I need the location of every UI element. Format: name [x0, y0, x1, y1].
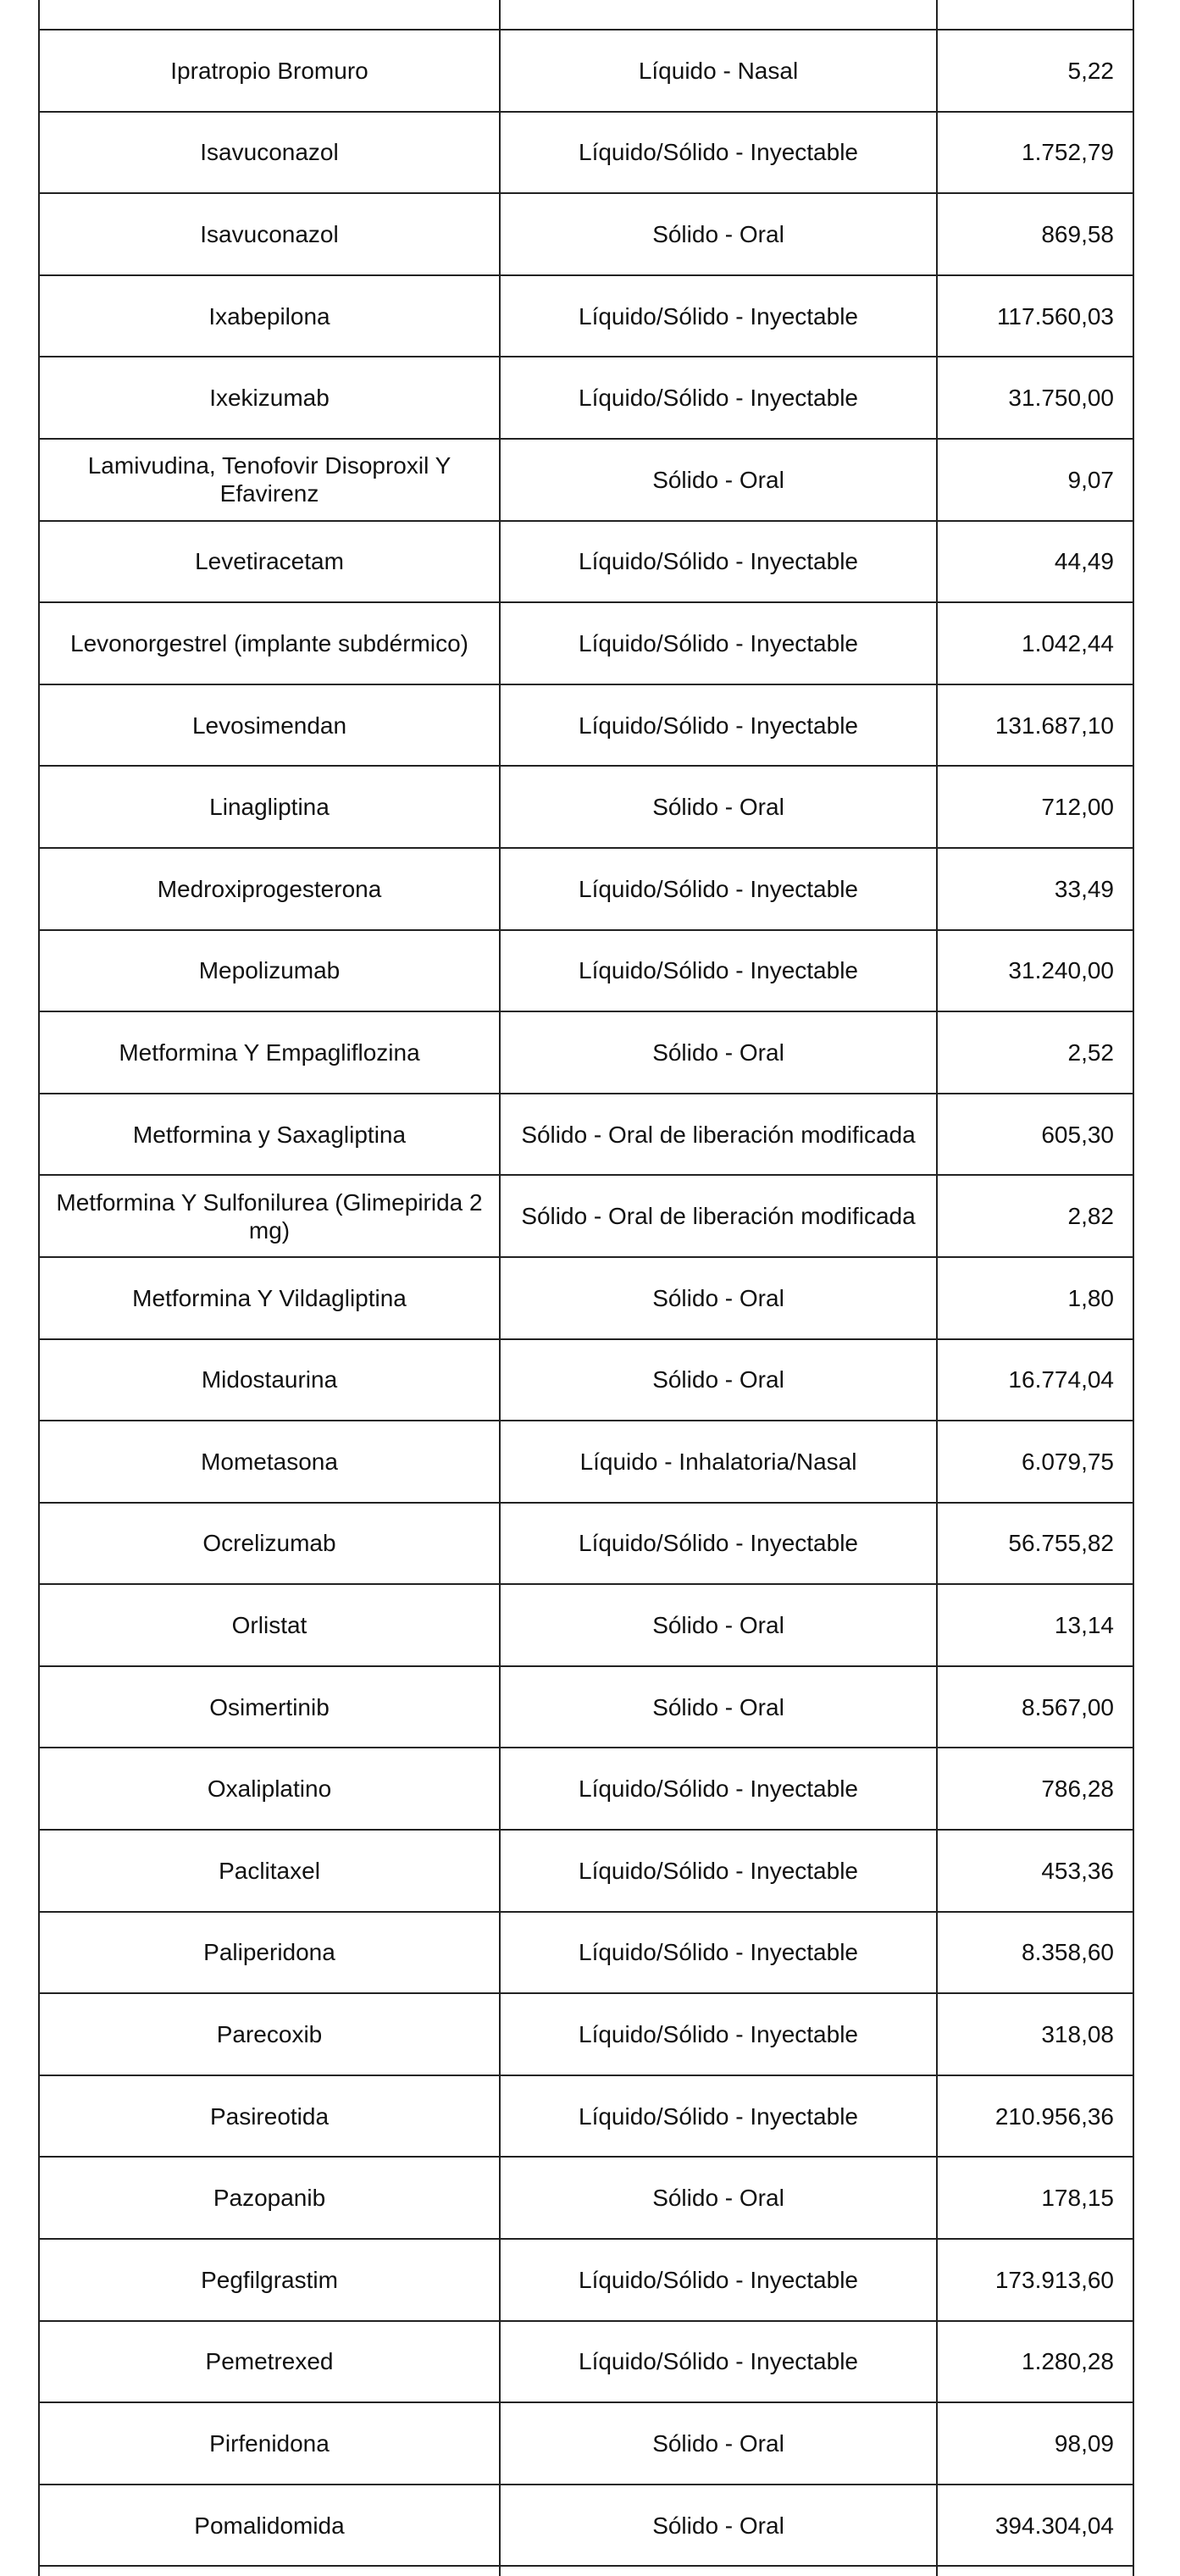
price-cell: 786,28: [937, 1748, 1133, 1830]
table-row: [0, 193, 1180, 275]
price-cell: 1.280,28: [937, 2321, 1133, 2403]
price-cell: 5,22: [937, 30, 1133, 112]
table-row: [0, 1830, 1180, 1912]
price-cell: 56.755,82: [937, 1503, 1133, 1585]
price-cell: 318,08: [937, 1993, 1133, 2075]
medication-name-cell: Osimertinib: [39, 1666, 500, 1748]
row-edge-cell: [1133, 1339, 1180, 1421]
medication-name-cell: Levosimendan: [39, 684, 500, 767]
row-margin-cell: [0, 357, 39, 439]
row-margin-cell: [0, 275, 39, 357]
row-edge-cell: [1133, 2402, 1180, 2485]
dosage-form-cell: Líquido/Sólido - Inyectable: [500, 1830, 937, 1912]
medication-name-cell: Mepolizumab: [39, 930, 500, 1012]
row-margin-cell: [0, 1011, 39, 1094]
table-row: [0, 521, 1180, 603]
table-row: [0, 1094, 1180, 1176]
price-cell: 8.567,00: [937, 1666, 1133, 1748]
price-cell: 605,30: [937, 1094, 1133, 1176]
dosage-form-cell: Líquido/Sólido - Inyectable: [500, 2075, 937, 2158]
row-margin-cell: [0, 602, 39, 684]
dosage-form-cell: Sólido - Oral: [500, 766, 937, 848]
dosage-form-cell: Líquido/Sólido - Inyectable: [500, 275, 937, 357]
dosage-form-cell: Líquido/Sólido - Inyectable: [500, 930, 937, 1012]
medication-name-cell: Paliperidona: [39, 1912, 500, 1994]
row-margin-cell: [0, 1094, 39, 1176]
row-edge-cell: [1133, 684, 1180, 767]
medication-price-table: [0, 29, 1180, 2567]
table-row: [0, 2075, 1180, 2158]
table-row: [0, 1503, 1180, 1585]
table-row: [0, 30, 1180, 112]
row-margin-cell: [0, 1748, 39, 1830]
dosage-form-cell: Sólido - Oral: [500, 2157, 937, 2239]
price-cell: 31.750,00: [937, 357, 1133, 439]
row-margin-cell: [0, 2402, 39, 2485]
dosage-form-cell: Líquido - Inhalatoria/Nasal: [500, 1421, 937, 1503]
row-margin-cell: [0, 1584, 39, 1666]
medication-name-cell: Medroxiprogesterona: [39, 848, 500, 930]
row-edge-cell: [1133, 1584, 1180, 1666]
row-edge-cell: [1133, 766, 1180, 848]
price-cell: 712,00: [937, 766, 1133, 848]
top-border-price: [1133, 0, 1134, 29]
row-margin-cell: [0, 1666, 39, 1748]
dosage-form-cell: Líquido/Sólido - Inyectable: [500, 1503, 937, 1585]
price-cell: 44,49: [937, 521, 1133, 603]
row-margin-cell: [0, 2485, 39, 2567]
row-edge-cell: [1133, 2321, 1180, 2403]
medication-name-cell: Ipratropio Bromuro: [39, 30, 500, 112]
medication-name-cell: Metformina y Saxagliptina: [39, 1094, 500, 1176]
table-row: [0, 439, 1180, 521]
table-row: [0, 930, 1180, 1012]
row-edge-cell: [1133, 2075, 1180, 2158]
dosage-form-cell: Sólido - Oral: [500, 1257, 937, 1339]
price-cell: 8.358,60: [937, 1912, 1133, 1994]
dosage-form-cell: Sólido - Oral: [500, 2485, 937, 2567]
bottom-border-name: [499, 2546, 501, 2576]
row-margin-cell: [0, 1339, 39, 1421]
row-margin-cell: [0, 1912, 39, 1994]
medication-name-cell: Orlistat: [39, 1584, 500, 1666]
table-row: [0, 1912, 1180, 1994]
table-row: [0, 1993, 1180, 2075]
price-cell: 33,49: [937, 848, 1133, 930]
dosage-form-cell: Líquido/Sólido - Inyectable: [500, 1748, 937, 1830]
medication-name-cell: Ocrelizumab: [39, 1503, 500, 1585]
table-row: [0, 1339, 1180, 1421]
dosage-form-cell: Sólido - Oral: [500, 1011, 937, 1094]
table-row: [0, 2239, 1180, 2321]
row-edge-cell: [1133, 1421, 1180, 1503]
price-cell: 210.956,36: [937, 2075, 1133, 2158]
row-edge-cell: [1133, 1912, 1180, 1994]
table-row: [0, 1748, 1180, 1830]
medication-name-cell: Isavuconazol: [39, 112, 500, 194]
medication-name-cell: Ixabepilona: [39, 275, 500, 357]
table-row: [0, 1666, 1180, 1748]
dosage-form-cell: Sólido - Oral: [500, 1339, 937, 1421]
row-margin-cell: [0, 930, 39, 1012]
price-cell: 98,09: [937, 2402, 1133, 2485]
row-edge-cell: [1133, 848, 1180, 930]
table-row: [0, 2321, 1180, 2403]
row-margin-cell: [0, 112, 39, 194]
medication-name-cell: Isavuconazol: [39, 193, 500, 275]
row-margin-cell: [0, 1421, 39, 1503]
table-row: [0, 112, 1180, 194]
row-edge-cell: [1133, 602, 1180, 684]
dosage-form-cell: Líquido/Sólido - Inyectable: [500, 602, 937, 684]
row-margin-cell: [0, 848, 39, 930]
price-cell: 2,82: [937, 1175, 1133, 1257]
row-edge-cell: [1133, 1830, 1180, 1912]
row-margin-cell: [0, 766, 39, 848]
medication-name-cell: Levetiracetam: [39, 521, 500, 603]
dosage-form-cell: Sólido - Oral: [500, 193, 937, 275]
table-row: [0, 766, 1180, 848]
medication-name-cell: Levonorgestrel (implante subdérmico): [39, 602, 500, 684]
dosage-form-cell: Sólido - Oral: [500, 1584, 937, 1666]
top-border-form: [936, 0, 938, 29]
price-cell: 1,80: [937, 1257, 1133, 1339]
medication-name-cell: Parecoxib: [39, 1993, 500, 2075]
row-margin-cell: [0, 439, 39, 521]
dosage-form-cell: Líquido/Sólido - Inyectable: [500, 1912, 937, 1994]
medication-name-cell: Midostaurina: [39, 1339, 500, 1421]
medication-name-cell: Metformina Y Empagliflozina: [39, 1011, 500, 1094]
row-edge-cell: [1133, 521, 1180, 603]
row-edge-cell: [1133, 112, 1180, 194]
table-row: [0, 684, 1180, 767]
medication-name-cell: Metformina Y Vildagliptina: [39, 1257, 500, 1339]
table-row: [0, 1584, 1180, 1666]
table-row: [0, 2485, 1180, 2567]
row-margin-cell: [0, 1257, 39, 1339]
price-cell: 16.774,04: [937, 1339, 1133, 1421]
row-margin-cell: [0, 30, 39, 112]
price-cell: 6.079,75: [937, 1421, 1133, 1503]
row-margin-cell: [0, 193, 39, 275]
price-cell: 1.042,44: [937, 602, 1133, 684]
medication-name-cell: Pemetrexed: [39, 2321, 500, 2403]
dosage-form-cell: Sólido - Oral: [500, 2402, 937, 2485]
price-cell: 131.687,10: [937, 684, 1133, 767]
dosage-form-cell: Líquido/Sólido - Inyectable: [500, 357, 937, 439]
row-margin-cell: [0, 1175, 39, 1257]
price-cell: 9,07: [937, 439, 1133, 521]
row-edge-cell: [1133, 930, 1180, 1012]
row-margin-cell: [0, 521, 39, 603]
medication-name-cell: Pazopanib: [39, 2157, 500, 2239]
top-border-left: [38, 0, 40, 29]
row-edge-cell: [1133, 1666, 1180, 1748]
table-row: [0, 1175, 1180, 1257]
price-cell: 869,58: [937, 193, 1133, 275]
dosage-form-cell: Líquido/Sólido - Inyectable: [500, 684, 937, 767]
row-edge-cell: [1133, 2239, 1180, 2321]
price-cell: 394.304,04: [937, 2485, 1133, 2567]
row-edge-cell: [1133, 2485, 1180, 2567]
bottom-border-form: [936, 2546, 938, 2576]
dosage-form-cell: Líquido/Sólido - Inyectable: [500, 112, 937, 194]
top-border-name: [499, 0, 501, 29]
dosage-form-cell: Sólido - Oral: [500, 439, 937, 521]
row-edge-cell: [1133, 1257, 1180, 1339]
dosage-form-cell: Líquido/Sólido - Inyectable: [500, 521, 937, 603]
price-cell: 1.752,79: [937, 112, 1133, 194]
bottom-border-price: [1133, 2546, 1134, 2576]
dosage-form-cell: Líquido/Sólido - Inyectable: [500, 848, 937, 930]
price-cell: 117.560,03: [937, 275, 1133, 357]
medication-name-cell: Ixekizumab: [39, 357, 500, 439]
dosage-form-cell: Líquido/Sólido - Inyectable: [500, 2321, 937, 2403]
row-edge-cell: [1133, 2157, 1180, 2239]
row-edge-cell: [1133, 1993, 1180, 2075]
row-margin-cell: [0, 684, 39, 767]
row-margin-cell: [0, 2075, 39, 2158]
row-margin-cell: [0, 2157, 39, 2239]
row-edge-cell: [1133, 439, 1180, 521]
medication-name-cell: Paclitaxel: [39, 1830, 500, 1912]
price-cell: 13,14: [937, 1584, 1133, 1666]
medication-name-cell: Linagliptina: [39, 766, 500, 848]
dosage-form-cell: Líquido/Sólido - Inyectable: [500, 2239, 937, 2321]
row-edge-cell: [1133, 1011, 1180, 1094]
price-cell: 2,52: [937, 1011, 1133, 1094]
price-cell: 31.240,00: [937, 930, 1133, 1012]
table-row: [0, 1421, 1180, 1503]
row-margin-cell: [0, 1830, 39, 1912]
medication-name-cell: Mometasona: [39, 1421, 500, 1503]
row-margin-cell: [0, 2239, 39, 2321]
price-cell: 178,15: [937, 2157, 1133, 2239]
table-row: [0, 1011, 1180, 1094]
row-edge-cell: [1133, 1503, 1180, 1585]
row-edge-cell: [1133, 30, 1180, 112]
table-row: [0, 602, 1180, 684]
dosage-form-cell: Sólido - Oral: [500, 1666, 937, 1748]
dosage-form-cell: Líquido - Nasal: [500, 30, 937, 112]
table-row: [0, 357, 1180, 439]
medication-name-cell: Pirfenidona: [39, 2402, 500, 2485]
table-row: [0, 2157, 1180, 2239]
row-edge-cell: [1133, 193, 1180, 275]
medication-name-cell: Pegfilgrastim: [39, 2239, 500, 2321]
row-edge-cell: [1133, 357, 1180, 439]
table-row: [0, 1257, 1180, 1339]
dosage-form-cell: Sólido - Oral de liberación modificada: [500, 1175, 937, 1257]
medication-name-cell: Pomalidomida: [39, 2485, 500, 2567]
medication-name-cell: Metformina Y Sulfonilurea (Glimepirida 2 mg): [39, 1175, 500, 1257]
row-edge-cell: [1133, 275, 1180, 357]
row-edge-cell: [1133, 1748, 1180, 1830]
dosage-form-cell: Líquido/Sólido - Inyectable: [500, 1993, 937, 2075]
price-cell: 173.913,60: [937, 2239, 1133, 2321]
row-edge-cell: [1133, 1094, 1180, 1176]
row-edge-cell: [1133, 1175, 1180, 1257]
medication-name-cell: Lamivudina, Tenofovir Disoproxil Y Efavirenz: [39, 439, 500, 521]
bottom-border-left: [38, 2546, 40, 2576]
dosage-form-cell: Sólido - Oral de liberación modificada: [500, 1094, 937, 1176]
table-row: [0, 848, 1180, 930]
row-margin-cell: [0, 2321, 39, 2403]
table-row: [0, 2402, 1180, 2485]
medication-name-cell: Pasireotida: [39, 2075, 500, 2158]
table-row: [0, 275, 1180, 357]
table-body: [0, 30, 1180, 2566]
row-margin-cell: [0, 1503, 39, 1585]
medication-name-cell: Oxaliplatino: [39, 1748, 500, 1830]
price-cell: 453,36: [937, 1830, 1133, 1912]
row-margin-cell: [0, 1993, 39, 2075]
